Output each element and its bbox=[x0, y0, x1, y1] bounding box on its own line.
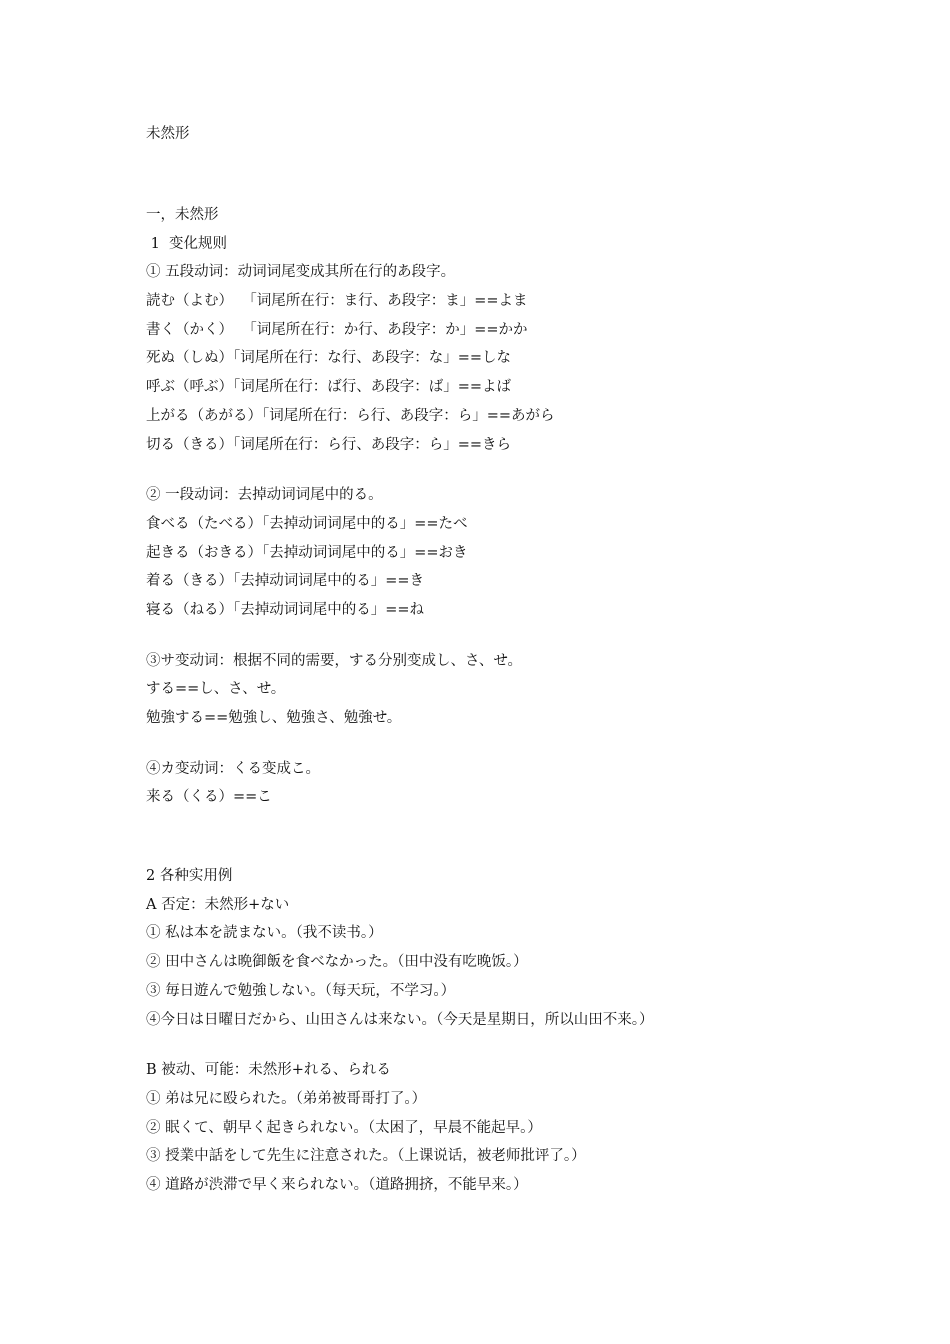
passive-example: ② 眠くて、朝早く起きられない。（太困了，早晨不能起早。） bbox=[146, 1119, 542, 1136]
godan-example: 読む（よむ） 「词尾所在行：ま行、あ段字：ま」==よま bbox=[146, 293, 528, 310]
section1-heading: 一，未然形 bbox=[146, 207, 219, 223]
page-title: 未然形 bbox=[146, 126, 190, 142]
negative-example: ③ 毎日遊んで勉強しない。（每天玩，不学习。） bbox=[146, 982, 456, 999]
ichidan-example: 起きる（おきる）「去掉动词词尾中的る」==おき bbox=[146, 544, 468, 561]
sahen-example: 勉強する==勉強し、勉強さ、勉強せ。 bbox=[146, 710, 402, 726]
godan-example: 死ぬ（しぬ）「词尾所在行：な行、あ段字：な」==しな bbox=[146, 350, 512, 367]
ichidan-rule: ② 一段动词：去掉动词词尾中的る。 bbox=[146, 487, 383, 504]
ichidan-example: 寝る（ねる）「去掉动词词尾中的る」==ね bbox=[146, 601, 425, 618]
kahen-rule: ④カ变动词：くる变成こ。 bbox=[146, 760, 320, 777]
godan-example: 書く（かく） 「词尾所在行：か行、あ段字：か」==かか bbox=[146, 321, 528, 338]
godan-example: 切る（きる）「词尾所在行：ら行、あ段字：ら」==きら bbox=[146, 436, 512, 453]
negative-example: ① 私は本を読まない。（我不读书。） bbox=[146, 925, 383, 942]
negative-example: ④今日は日曜日だから、山田さんは来ない。（今天是星期日，所以山田不来。） bbox=[146, 1011, 654, 1028]
passive-example: ① 弟は兄に殴られた。（弟弟被哥哥打了。） bbox=[146, 1090, 427, 1107]
ichidan-example: 着る（きる）「去掉动词词尾中的る」==き bbox=[146, 573, 425, 590]
godan-example: 上がる（あがる）「词尾所在行：ら行、あ段字：ら」==あがら bbox=[146, 407, 555, 424]
passive-example: ③ 授業中話をして先生に注意された。（上课说话，被老师批评了。） bbox=[146, 1148, 586, 1165]
section2-heading: 2 各种实用例 bbox=[146, 868, 233, 885]
sahen-rule: ③サ变动词：根据不同的需要，する分别变成し、さ、せ。 bbox=[146, 652, 522, 669]
ichidan-example: 食べる（たべる）「去掉动词词尾中的る」==たべ bbox=[146, 515, 468, 532]
godan-example: 呼ぶ（呼ぶ）「词尾所在行：ば行、あ段字：ば」==よば bbox=[146, 379, 512, 396]
kahen-example: 来る（くる）==こ bbox=[146, 789, 272, 806]
godan-rule: ① 五段动词：动词词尾变成其所在行的あ段字。 bbox=[146, 264, 456, 281]
negative-heading: A 否定：未然形+ない bbox=[146, 896, 290, 913]
negative-example: ② 田中さんは晩御飯を食べなかった。（田中没有吃晚饭。） bbox=[146, 954, 528, 971]
section1-sub-heading: 1 变化规则 bbox=[146, 235, 228, 252]
passive-heading: B 被动、可能：未然形+れる、られる bbox=[146, 1062, 391, 1079]
sahen-example: する==し、さ、せ。 bbox=[146, 681, 286, 698]
passive-example: ④ 道路が渋滞で早く来られない。（道路拥挤，不能早来。） bbox=[146, 1176, 528, 1193]
